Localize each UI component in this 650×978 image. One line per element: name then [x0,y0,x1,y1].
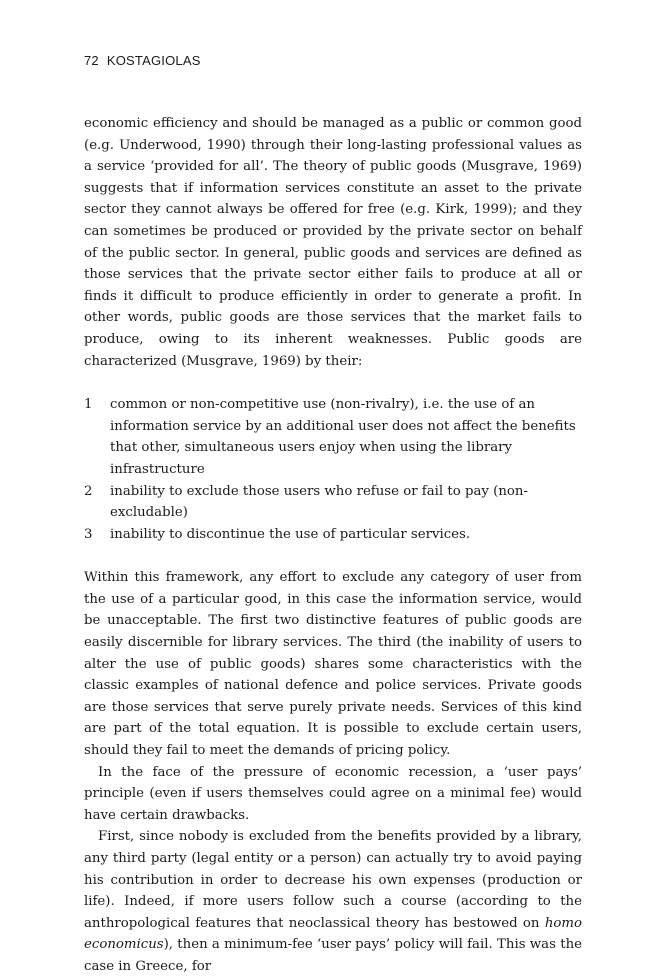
list-item-number: 1 [84,397,93,413]
list-item [84,524,582,546]
list-item-number: 3 [84,526,93,542]
paragraph-3: In the face of the pressure of economic recession, a ‘user pays’ principle (even if users themselves could agree on a minimal fee) would have certain drawbacks. [84,764,582,823]
characteristics-list [84,394,582,545]
paragraph-4-italic-term: homo economicus [84,915,582,953]
paragraph-4-text-start: First, since nobody is excluded from the benefits provided by a library, any third party (legal entity or a person) can actually try to avoid paying his contribution in order to decrease his own expenses (production or life). Indeed, if more users follow such a course (according to the anthropological features that neoclassical theory has bestowed on [84,829,582,931]
paragraph-2: Within this framework, any effort to exclude any category of user from the use of a particular good, in this case the information service, would be unacceptable. The first two distinctive features of public goods are easily discernible for library services. The third (the inability of users to alter the use of public goods) shares some characteristics with the classic examples of national defence and police services. Private goods are those services that serve purely private needs. Services of this kind are part of the total equation. It is possible to exclude certain users, should they fail to meet the demands of pricing policy. [84,570,582,759]
list-item [84,394,582,480]
list-item-number: 2 [84,483,93,499]
paragraph-1: economic efficiency and should be managed as a public or common good (e.g. Underwood, 1990) through their long-lasting professional values as a service ‘provided for all’. The theory of public goods (Musgrave, 1969) suggests that if information services constitute an asset to the private sector they cannot always be offered for free (e.g. Kirk, 1999); and they can sometimes be produced or provided by the private sector on behalf of the public sector. In general, public goods and services are defined as those services that the private sector either fails to produce at all or finds it difficult to produce efficiently in order to generate a profit. In other words, public goods are those services that the market fails to produce, owing to its inherent weaknesses. Public goods are characterized (Musgrave, 1969) by their: [84,116,582,369]
running-head [84,53,201,68]
paragraph-4-text-end: ), then a minimum-fee ‘user pays’ policy will fail. This was the case in Greece, for [84,937,582,974]
page-number: 72 [84,53,99,68]
paragraph-4 [84,826,582,977]
body-text [84,113,582,978]
list-item-text: common or non-competitive use (non-rivalry), i.e. the use of an information service by an additional user does not affect the benefits that other, simultaneous users enjoy when using the library infrastructure [110,397,576,477]
running-head-title: KOSTAGIOLAS [106,53,201,68]
list-item-text: inability to exclude those users who refuse or fail to pay (non-excludable) [110,483,528,521]
list-item-text: inability to discontinue the use of particular services. [110,526,471,542]
list-item [84,481,582,524]
